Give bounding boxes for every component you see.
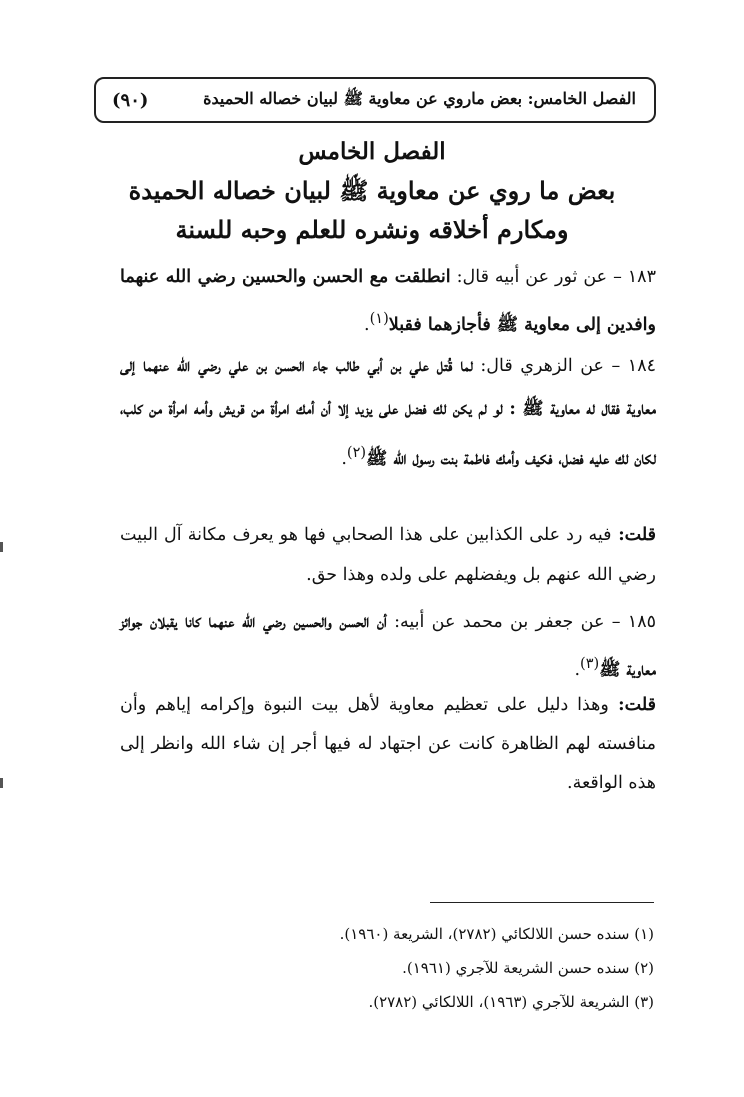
narration-end: . xyxy=(363,314,370,335)
author-note-2 xyxy=(120,686,656,803)
footnote-1: (١) سنده حسن اللالكائي (٢٧٨٢)، الشريعة (١٩٦٠). xyxy=(339,925,654,943)
narration-185 xyxy=(120,601,656,691)
page-number: (٩٠) xyxy=(112,89,149,111)
scan-margin-mark xyxy=(0,542,3,552)
running-title: الفصل الخامس: بعض ماروي عن معاوية ﷺ لبيان خصاله الحميدة xyxy=(203,88,636,108)
footnote-3: (٣) الشريعة للآجري (١٩٦٣)، اللالكائي (٢٧٨٢). xyxy=(368,993,654,1011)
narration-end: . xyxy=(341,448,347,469)
narration-183 xyxy=(120,256,656,346)
narration-intro: ١٨٤ – عن الزهري قال: xyxy=(472,356,656,376)
narration-text: لما قُتل علي بن أبي طالب جاء الحسن بن علي رضي الله عنهما إلى معاوية فقال له معاوية ﷺ : لو لم يكن لك فضل على يزيد إلا أن أمك امرأة من قريش وأمه امرأة من كلب، لكان لك عليه فضل، فكيف وأمك فاطمة بنت رسول الله ﷺ xyxy=(120,356,656,469)
footnote-ref[interactable]: (٢) xyxy=(346,444,367,461)
footnote-divider xyxy=(430,902,654,903)
narration-intro: ١٨٥ – عن جعفر بن محمد عن أبيه: xyxy=(386,612,656,632)
footnote-2: (٢) سنده حسن الشريعة للآجري (١٩٦١). xyxy=(402,959,654,977)
chapter-subtitle-line2: ومكارم أخلاقه ونشره للعلم وحبه للسنة xyxy=(175,215,569,244)
chapter-title: الفصل الخامس xyxy=(298,138,446,165)
chapter-subtitle-line1: بعض ما روي عن معاوية ﷺ لبيان خصاله الحميدة xyxy=(128,176,616,205)
note-label: قلت: xyxy=(611,525,656,545)
note-label: قلت: xyxy=(608,695,656,715)
narration-end: . xyxy=(574,659,581,680)
narration-184 xyxy=(120,345,656,481)
running-header xyxy=(94,77,656,123)
note-text: وهذا دليل على تعظيم معاوية لأهل بيت النبوة وإكرامه إياهم وأن منافسته لهم الظاهرة كانت عن اجتهاد له فيها أجر إن شاء الله وانظر إلى هذه الواقعة. xyxy=(120,695,656,793)
author-note-1 xyxy=(120,515,656,595)
narration-intro: ١٨٣ – عن ثور عن أبيه قال: xyxy=(450,267,656,287)
narration-text: أن الحسن والحسين رضي الله عنهما كانا يقبلان جوائز معاوية ﷺ xyxy=(120,612,656,680)
narration-text: انطلقت مع الحسن والحسين رضي الله عنهما وافدين إلى معاوية ﷺ فأجازهما فقبلا xyxy=(120,267,656,335)
scan-margin-mark xyxy=(0,778,3,788)
note-text: فيه رد على الكذابين على هذا الصحابي فها هو يعرف مكانة آل البيت رضي الله عنهم بل ويفضلهم على ولده وهذا حق. xyxy=(120,525,656,585)
footnote-ref[interactable]: (٣) xyxy=(580,655,600,672)
footnote-ref[interactable]: (١) xyxy=(369,310,389,327)
